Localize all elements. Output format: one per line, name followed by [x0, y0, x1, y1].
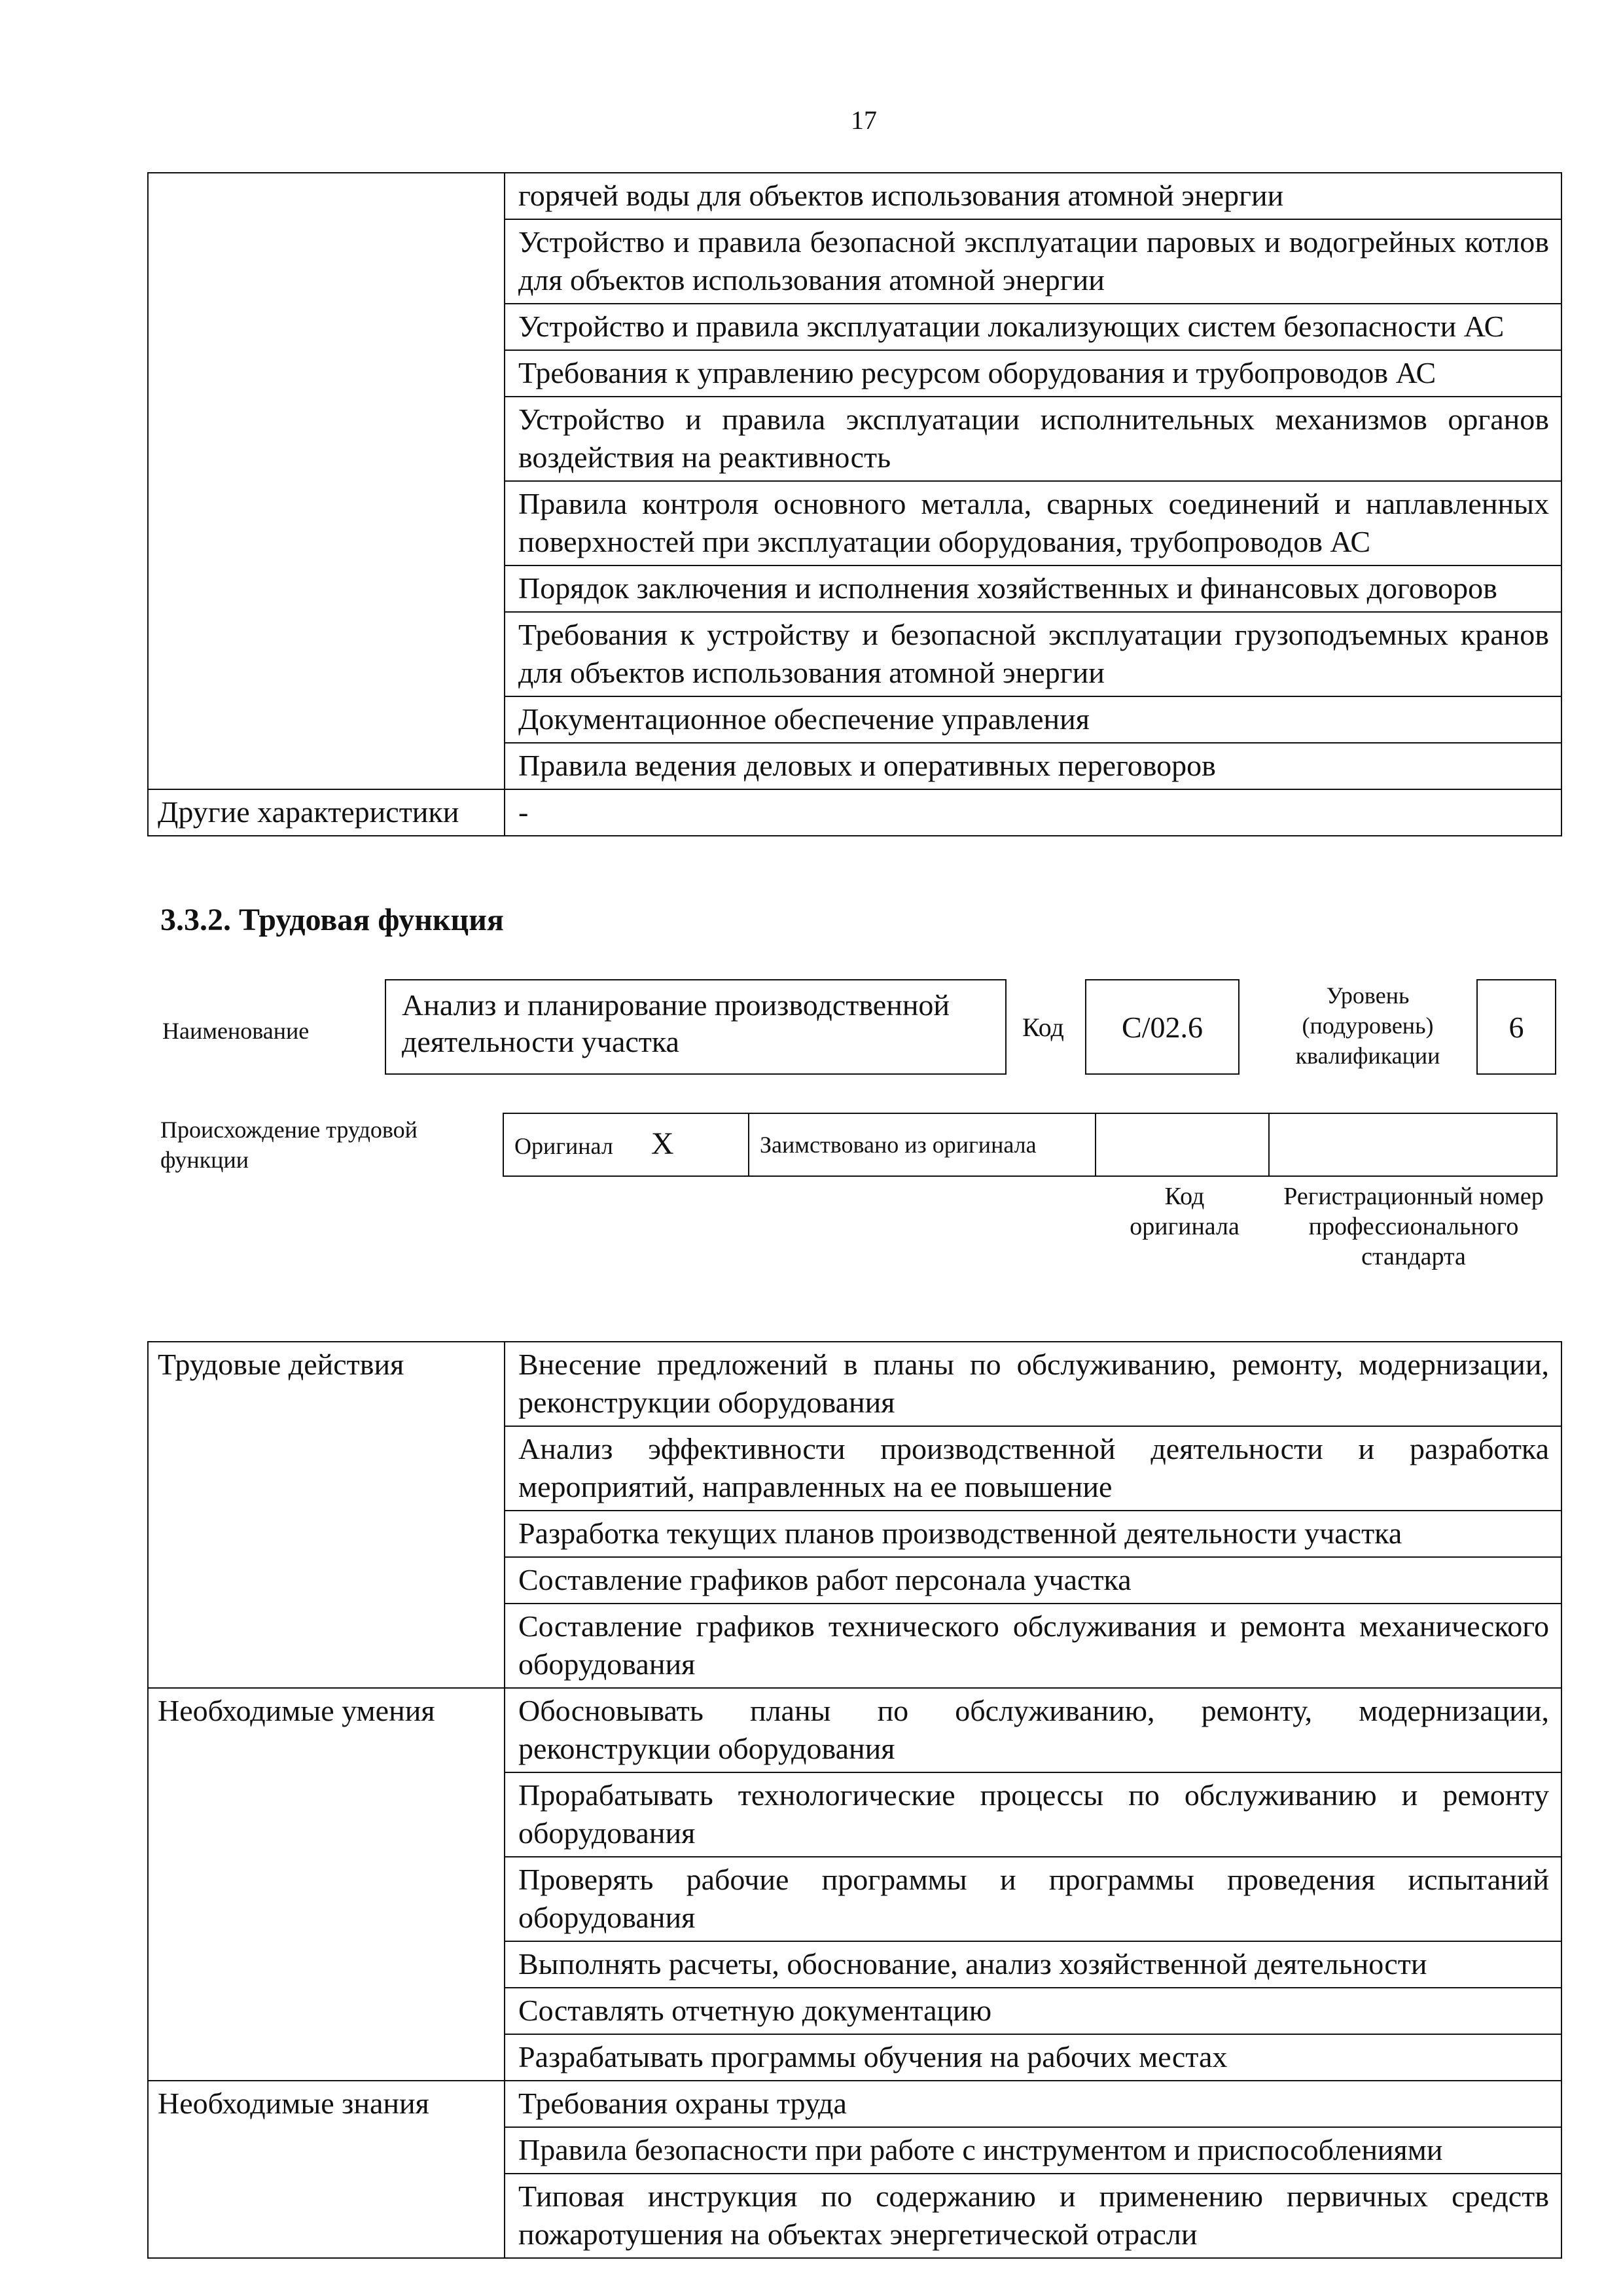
- original-code-caption: Код оригинала: [1130, 1183, 1240, 1240]
- registration-number-cell: [1269, 1113, 1557, 1176]
- level-label-line: (подуровень): [1302, 1013, 1434, 1039]
- table-row: [148, 1688, 1561, 1772]
- group-label: Трудовые действия: [148, 1342, 505, 1688]
- table-row: [148, 173, 1561, 219]
- knowledge-table-continued: [147, 172, 1562, 836]
- table-cell: Правила контроля основного металла, сварных соединений и наплавленных поверхностей при эксплуатации оборудования, трубопроводов АС: [505, 481, 1561, 565]
- table-cell: Разрабатывать программы обучения на рабочих местах: [505, 2034, 1561, 2081]
- table-cell: Устройство и правила безопасной эксплуатации паровых и водогрейных котлов для объектов использования атомной энергии: [505, 219, 1561, 304]
- table-row: [148, 2081, 1561, 2127]
- original-mark: X: [651, 1126, 674, 1161]
- table-cell: Документационное обеспечение управления: [505, 696, 1561, 743]
- table-cell: Устройство и правила эксплуатации локализующих систем безопасности АС: [505, 304, 1561, 350]
- origin-label: Происхождение трудовой функции: [160, 1117, 418, 1173]
- table-cell: Типовая инструкция по содержанию и применению первичных средств пожаротушения на объектах энергетической отрасли: [505, 2174, 1561, 2258]
- level-label-line: квалификации: [1295, 1043, 1440, 1069]
- table-cell: Анализ эффективности производственной деятельности и разработка мероприятий, направленных на ее повышение: [505, 1426, 1561, 1511]
- table-row: [148, 1342, 1561, 1426]
- table-row: [148, 789, 1561, 836]
- origin-table: [503, 1113, 1558, 1177]
- table-cell: Проверять рабочие программы и программы проведения испытаний оборудования: [505, 1857, 1561, 1941]
- row-label-cell: [148, 173, 505, 789]
- other-characteristics-value: -: [505, 789, 1561, 836]
- level-label-line: Уровень: [1326, 982, 1410, 1009]
- origin-original-cell: [503, 1113, 749, 1176]
- function-name-box: Анализ и планирование производственной деятельности участка: [385, 979, 1007, 1075]
- table-cell: Требования охраны труда: [505, 2081, 1561, 2127]
- table-cell: Требования к управлению ресурсом оборудования и трубопроводов АС: [505, 350, 1561, 397]
- table-cell: Порядок заключения и исполнения хозяйственных и финансовых договоров: [505, 565, 1561, 612]
- code-value-box: С/02.6: [1085, 979, 1240, 1075]
- table-cell: Составление графиков работ персонала участка: [505, 1557, 1561, 1604]
- table-cell: Требования к устройству и безопасной эксплуатации грузоподъемных кранов для объектов использования атомной энергии: [505, 612, 1561, 696]
- other-characteristics-label: Другие характеристики: [148, 789, 505, 836]
- registration-number-caption: Регистрационный номер профессионального стандарта: [1283, 1183, 1544, 1270]
- table-cell: Правила безопасности при работе с инструментом и приспособлениями: [505, 2127, 1561, 2174]
- table-cell: Устройство и правила эксплуатации исполнительных механизмов органов воздействия на реактивность: [505, 397, 1561, 481]
- table-cell: Прорабатывать технологические процессы по обслуживанию и ремонту оборудования: [505, 1772, 1561, 1857]
- labor-function-table: [147, 1341, 1562, 2259]
- table-cell: Составление графиков технического обслуживания и ремонта механического оборудования: [505, 1604, 1561, 1688]
- table-cell: Разработка текущих планов производственной деятельности участка: [505, 1511, 1561, 1557]
- level-label: [1270, 980, 1466, 1071]
- page-number: 17: [851, 105, 877, 135]
- group-label: Необходимые знания: [148, 2081, 505, 2258]
- section-title: 3.3.2. Трудовая функция: [160, 903, 504, 937]
- table-cell: Составлять отчетную документацию: [505, 1988, 1561, 2034]
- borrowed-label: Заимствовано из оригинала: [749, 1113, 1096, 1176]
- table-cell: Правила ведения деловых и оперативных переговоров: [505, 743, 1561, 789]
- table-row: [503, 1113, 1557, 1176]
- table-cell: Внесение предложений в планы по обслуживанию, ремонту, модернизации, реконструкции оборудования: [505, 1342, 1561, 1426]
- name-label: Наименование: [162, 1018, 310, 1044]
- level-value-box: 6: [1476, 979, 1556, 1075]
- original-code-cell: [1096, 1113, 1269, 1176]
- code-label: Код: [1022, 1013, 1064, 1042]
- table-cell: Обосновывать планы по обслуживанию, ремонту, модернизации, реконструкции оборудования: [505, 1688, 1561, 1772]
- group-label: Необходимые умения: [148, 1688, 505, 2081]
- table-cell: горячей воды для объектов использования атомной энергии: [505, 173, 1561, 219]
- original-label: Оригинал: [514, 1132, 613, 1159]
- table-cell: Выполнять расчеты, обоснование, анализ хозяйственной деятельности: [505, 1941, 1561, 1988]
